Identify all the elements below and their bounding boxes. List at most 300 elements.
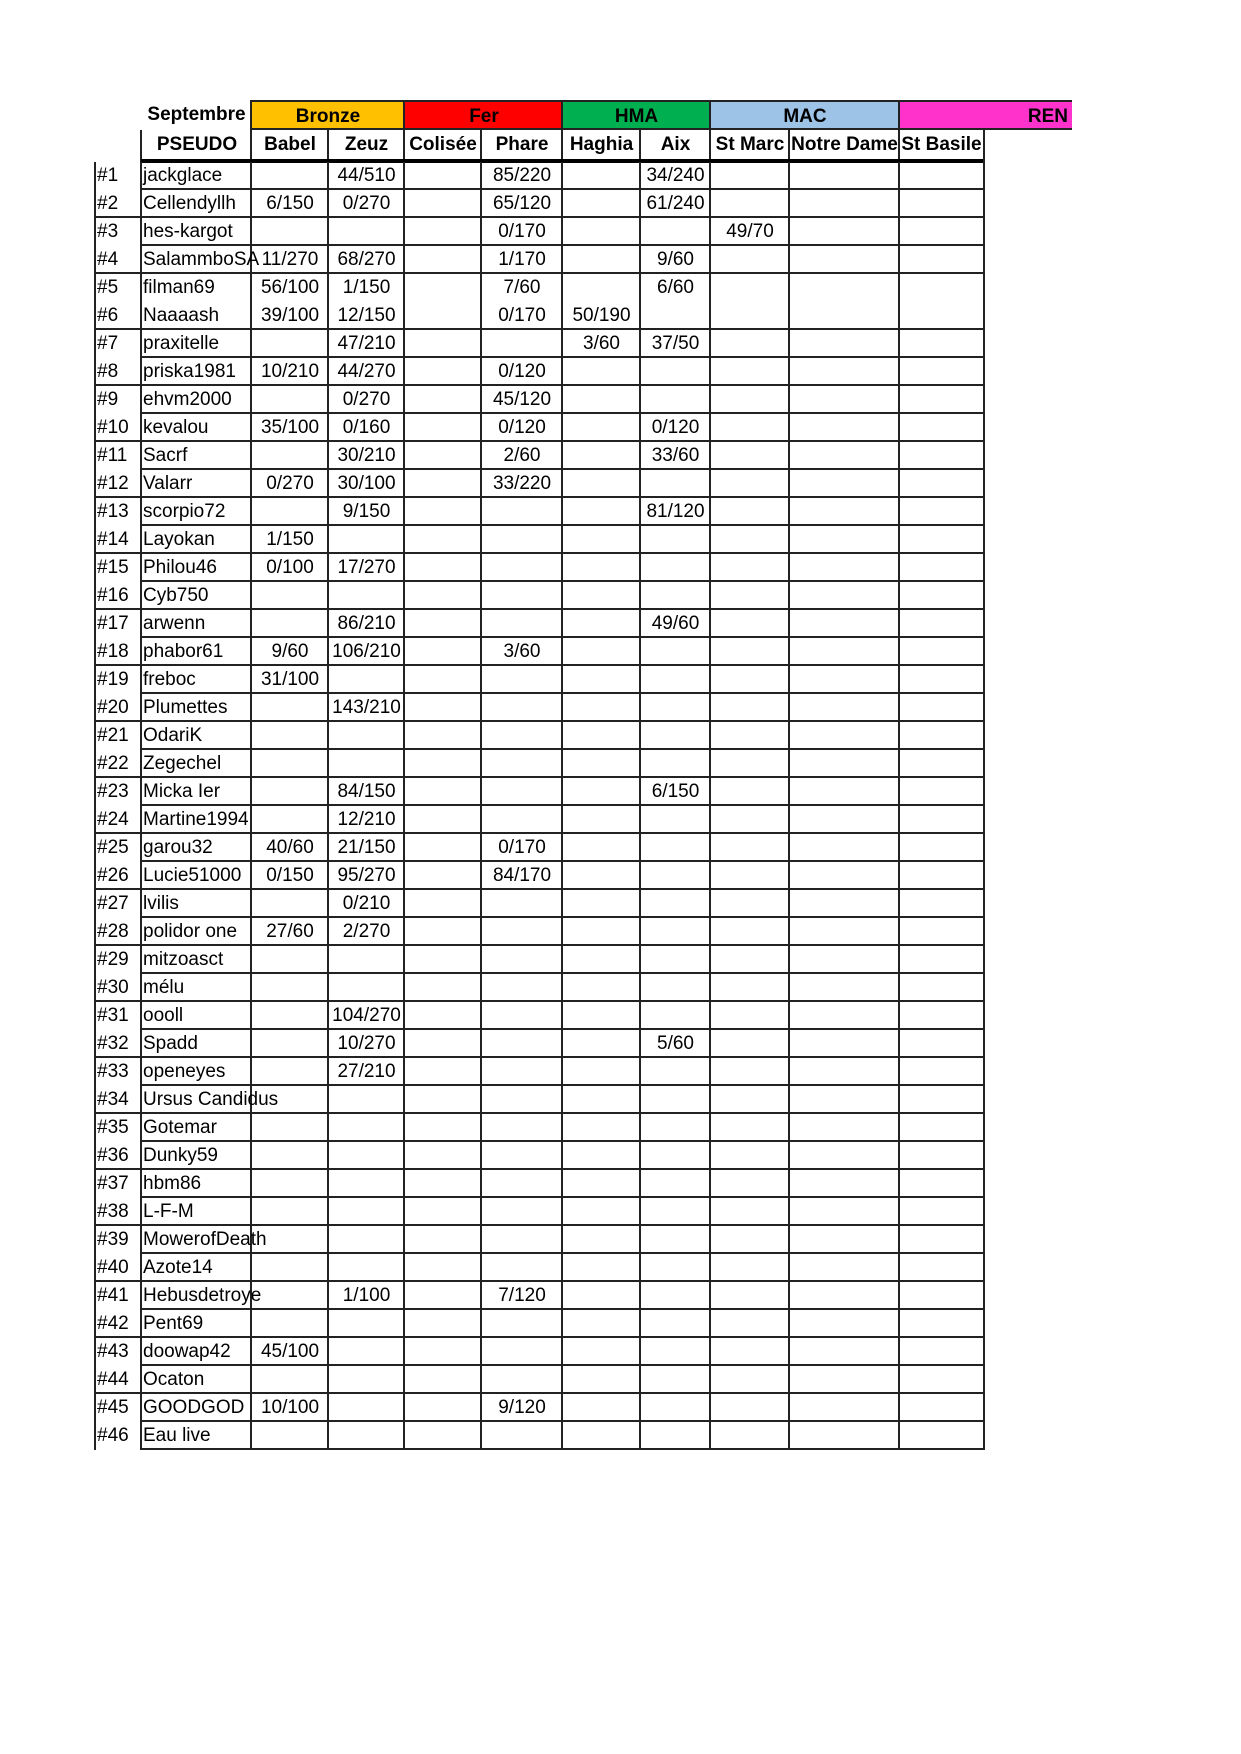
haghia-cell — [561, 946, 640, 974]
zeuz-cell: 12/210 — [327, 806, 404, 834]
notredame-cell — [788, 442, 899, 470]
haghia-cell — [561, 386, 640, 414]
zeuz-cell — [327, 218, 404, 246]
aix-cell — [639, 666, 710, 694]
babel-cell — [250, 974, 328, 1002]
haghia-cell: 3/60 — [561, 330, 640, 358]
colisee-cell — [403, 610, 481, 638]
haghia-cell — [561, 274, 640, 302]
notredame-cell — [788, 330, 899, 358]
phare-cell — [480, 1030, 562, 1058]
aix-cell — [639, 1142, 710, 1170]
pseudo-cell: hes-kargot — [140, 218, 252, 246]
aix-cell — [639, 890, 710, 918]
haghia-cell — [561, 750, 640, 778]
stmarc-cell — [709, 582, 789, 610]
stbasile-cell — [898, 1282, 985, 1310]
haghia-cell — [561, 1114, 640, 1142]
pseudo-cell: lvilis — [140, 890, 252, 918]
notredame-cell — [788, 162, 899, 190]
zeuz-cell: 86/210 — [327, 610, 404, 638]
babel-cell: 0/270 — [250, 470, 328, 498]
stmarc-cell — [709, 414, 789, 442]
zeuz-cell — [327, 1310, 404, 1338]
babel-cell: 35/100 — [250, 414, 328, 442]
babel-cell: 10/100 — [250, 1394, 328, 1422]
colisee-cell — [403, 246, 481, 274]
aix-cell — [639, 218, 710, 246]
notredame-cell — [788, 386, 899, 414]
stbasile-cell — [898, 638, 985, 666]
stbasile-cell — [898, 1366, 985, 1394]
stbasile-cell — [898, 946, 985, 974]
zeuz-cell: 21/150 — [327, 834, 404, 862]
rank-cell: #25 — [94, 834, 142, 862]
zeuz-cell — [327, 750, 404, 778]
phare-cell — [480, 1170, 562, 1198]
stbasile-cell — [898, 1226, 985, 1254]
pseudo-cell: Sacrf — [140, 442, 252, 470]
haghia-cell — [561, 778, 640, 806]
stbasile-cell — [898, 358, 985, 386]
babel-cell — [250, 890, 328, 918]
haghia-cell — [561, 526, 640, 554]
babel-cell: 31/100 — [250, 666, 328, 694]
stbasile-cell — [898, 1338, 985, 1366]
pseudo-cell: Pent69 — [140, 1310, 252, 1338]
phare-cell — [480, 778, 562, 806]
aix-cell — [639, 1058, 710, 1086]
babel-cell — [250, 946, 328, 974]
pseudo-cell: Spadd — [140, 1030, 252, 1058]
pseudo-cell: filman69 — [140, 274, 252, 302]
zeuz-cell: 0/270 — [327, 190, 404, 218]
aix-cell: 6/60 — [639, 274, 710, 302]
babel-cell: 56/100 — [250, 274, 328, 302]
colisee-cell — [403, 1086, 481, 1114]
colisee-cell — [403, 498, 481, 526]
notredame-cell — [788, 638, 899, 666]
colisee-cell — [403, 386, 481, 414]
stmarc-cell — [709, 1282, 789, 1310]
rank-cell: #18 — [94, 638, 142, 666]
stmarc-cell — [709, 890, 789, 918]
rank-cell: #38 — [94, 1198, 142, 1226]
haghia-cell — [561, 498, 640, 526]
aix-cell — [639, 750, 710, 778]
stbasile-cell — [898, 1170, 985, 1198]
rank-cell: #12 — [94, 470, 142, 498]
aix-cell — [639, 582, 710, 610]
colisee-cell — [403, 1254, 481, 1282]
stmarc-cell — [709, 190, 789, 218]
haghia-cell — [561, 1142, 640, 1170]
stmarc-cell — [709, 1226, 789, 1254]
rank-cell: #33 — [94, 1058, 142, 1086]
aix-cell — [639, 806, 710, 834]
stmarc-cell — [709, 442, 789, 470]
phare-cell — [480, 890, 562, 918]
haghia-cell — [561, 1394, 640, 1422]
colisee-cell — [403, 1030, 481, 1058]
stmarc-cell — [709, 806, 789, 834]
babel-cell: 1/150 — [250, 526, 328, 554]
aix-cell — [639, 526, 710, 554]
stmarc-cell — [709, 694, 789, 722]
stmarc-cell — [709, 554, 789, 582]
phare-cell: 85/220 — [480, 162, 562, 190]
pseudo-cell: L-F-M — [140, 1198, 252, 1226]
pseudo-cell: MowerofDeath — [140, 1226, 252, 1254]
notredame-cell — [788, 974, 899, 1002]
notredame-cell — [788, 1002, 899, 1030]
notredame-cell — [788, 582, 899, 610]
notredame-cell — [788, 1394, 899, 1422]
babel-cell — [250, 1058, 328, 1086]
pseudo-cell: Martine1994 — [140, 806, 252, 834]
babel-cell — [250, 1366, 328, 1394]
colisee-cell — [403, 890, 481, 918]
stmarc-cell — [709, 666, 789, 694]
notredame-cell — [788, 470, 899, 498]
babel-cell — [250, 1170, 328, 1198]
haghia-cell — [561, 1338, 640, 1366]
phare-cell: 84/170 — [480, 862, 562, 890]
babel-cell — [250, 218, 328, 246]
stbasile-cell — [898, 302, 985, 330]
pseudo-cell: mélu — [140, 974, 252, 1002]
pseudo-cell: GOODGOD — [140, 1394, 252, 1422]
pseudo-cell: Ocaton — [140, 1366, 252, 1394]
haghia-cell — [561, 1422, 640, 1450]
stbasile-cell — [898, 1254, 985, 1282]
aix-cell — [639, 1086, 710, 1114]
stbasile-cell — [898, 918, 985, 946]
stbasile-cell — [898, 414, 985, 442]
notredame-cell — [788, 1058, 899, 1086]
aix-cell — [639, 1170, 710, 1198]
pseudo-cell: Eau live — [140, 1422, 252, 1450]
stmarc-cell — [709, 162, 789, 190]
haghia-cell — [561, 1198, 640, 1226]
aix-cell: 6/150 — [639, 778, 710, 806]
haghia-cell — [561, 162, 640, 190]
babel-cell — [250, 162, 328, 190]
stmarc-cell — [709, 1338, 789, 1366]
babel-cell: 0/100 — [250, 554, 328, 582]
zeuz-cell: 44/510 — [327, 162, 404, 190]
phare-cell — [480, 1002, 562, 1030]
pseudo-cell: Zegechel — [140, 750, 252, 778]
colisee-cell — [403, 1394, 481, 1422]
babel-cell — [250, 1114, 328, 1142]
haghia-cell — [561, 1282, 640, 1310]
notredame-cell — [788, 302, 899, 330]
phare-cell — [480, 1338, 562, 1366]
phare-cell: 2/60 — [480, 442, 562, 470]
phare-cell — [480, 946, 562, 974]
zeuz-cell — [327, 1422, 404, 1450]
column-header-st-basile: St Basile — [898, 130, 985, 162]
phare-cell: 9/120 — [480, 1394, 562, 1422]
rank-cell: #22 — [94, 750, 142, 778]
zeuz-cell: 84/150 — [327, 778, 404, 806]
pseudo-cell: doowap42 — [140, 1338, 252, 1366]
stmarc-cell — [709, 638, 789, 666]
aix-cell — [639, 1254, 710, 1282]
notredame-cell — [788, 1366, 899, 1394]
pseudo-cell: praxitelle — [140, 330, 252, 358]
phare-cell — [480, 526, 562, 554]
notredame-cell — [788, 1254, 899, 1282]
aix-cell — [639, 1366, 710, 1394]
group-header-bronze: Bronze — [250, 100, 404, 130]
aix-cell — [639, 358, 710, 386]
haghia-cell — [561, 694, 640, 722]
colisee-cell — [403, 862, 481, 890]
pseudo-cell: openeyes — [140, 1058, 252, 1086]
pseudo-cell: Philou46 — [140, 554, 252, 582]
babel-cell — [250, 1254, 328, 1282]
stbasile-cell — [898, 862, 985, 890]
pseudo-cell: Cellendyllh — [140, 190, 252, 218]
zeuz-cell: 143/210 — [327, 694, 404, 722]
colisee-cell — [403, 442, 481, 470]
haghia-cell — [561, 918, 640, 946]
zeuz-cell — [327, 1114, 404, 1142]
babel-cell: 39/100 — [250, 302, 328, 330]
zeuz-cell — [327, 1086, 404, 1114]
notredame-cell — [788, 918, 899, 946]
haghia-cell — [561, 1310, 640, 1338]
colisee-cell — [403, 218, 481, 246]
stmarc-cell — [709, 1198, 789, 1226]
column-header-aix: Aix — [639, 130, 710, 162]
haghia-cell — [561, 722, 640, 750]
haghia-cell — [561, 190, 640, 218]
rank-cell: #10 — [94, 414, 142, 442]
stbasile-cell — [898, 582, 985, 610]
colisee-cell — [403, 582, 481, 610]
rank-cell: #35 — [94, 1114, 142, 1142]
notredame-cell — [788, 1282, 899, 1310]
column-header-phare: Phare — [480, 130, 562, 162]
stmarc-cell — [709, 1394, 789, 1422]
pseudo-cell: priska1981 — [140, 358, 252, 386]
rank-cell: #29 — [94, 946, 142, 974]
rank-cell: #39 — [94, 1226, 142, 1254]
stbasile-cell — [898, 1310, 985, 1338]
pseudo-cell: Lucie51000 — [140, 862, 252, 890]
colisee-cell — [403, 470, 481, 498]
pseudo-cell: Azote14 — [140, 1254, 252, 1282]
notredame-cell — [788, 666, 899, 694]
rank-cell: #4 — [94, 246, 142, 274]
phare-cell: 0/170 — [480, 834, 562, 862]
stmarc-cell — [709, 274, 789, 302]
stmarc-cell — [709, 1086, 789, 1114]
phare-cell: 0/120 — [480, 414, 562, 442]
phare-cell — [480, 1142, 562, 1170]
haghia-cell — [561, 610, 640, 638]
rank-cell: #13 — [94, 498, 142, 526]
colisee-cell — [403, 190, 481, 218]
group-header-ren: REN — [898, 100, 1072, 130]
colisee-cell — [403, 722, 481, 750]
stbasile-cell — [898, 778, 985, 806]
phare-cell — [480, 610, 562, 638]
pseudo-cell: garou32 — [140, 834, 252, 862]
phare-cell — [480, 1254, 562, 1282]
babel-cell — [250, 806, 328, 834]
stmarc-cell — [709, 358, 789, 386]
haghia-cell — [561, 806, 640, 834]
notredame-cell — [788, 218, 899, 246]
colisee-cell — [403, 1310, 481, 1338]
colisee-cell — [403, 1002, 481, 1030]
notredame-cell — [788, 1114, 899, 1142]
pseudo-cell: Layokan — [140, 526, 252, 554]
stbasile-cell — [898, 554, 985, 582]
aix-cell: 81/120 — [639, 498, 710, 526]
pseudo-cell: hbm86 — [140, 1170, 252, 1198]
colisee-cell — [403, 750, 481, 778]
notredame-cell — [788, 274, 899, 302]
phare-cell — [480, 974, 562, 1002]
phare-cell — [480, 666, 562, 694]
colisee-cell — [403, 554, 481, 582]
colisee-cell — [403, 1170, 481, 1198]
stbasile-cell — [898, 1422, 985, 1450]
aix-cell — [639, 974, 710, 1002]
rank-cell: #21 — [94, 722, 142, 750]
phare-cell: 33/220 — [480, 470, 562, 498]
babel-cell: 0/150 — [250, 862, 328, 890]
babel-cell: 45/100 — [250, 1338, 328, 1366]
aix-cell — [639, 1338, 710, 1366]
rank-cell: #36 — [94, 1142, 142, 1170]
colisee-cell — [403, 1226, 481, 1254]
rank-cell: #7 — [94, 330, 142, 358]
rank-cell: #28 — [94, 918, 142, 946]
stbasile-cell — [898, 330, 985, 358]
aix-cell — [639, 694, 710, 722]
aix-cell: 49/60 — [639, 610, 710, 638]
rank-cell: #11 — [94, 442, 142, 470]
stbasile-cell — [898, 1086, 985, 1114]
colisee-cell — [403, 974, 481, 1002]
stmarc-cell — [709, 722, 789, 750]
pseudo-cell: polidor one — [140, 918, 252, 946]
aix-cell — [639, 1422, 710, 1450]
notredame-cell — [788, 190, 899, 218]
babel-cell — [250, 1282, 328, 1310]
phare-cell — [480, 918, 562, 946]
stbasile-cell — [898, 190, 985, 218]
pseudo-cell: oooll — [140, 1002, 252, 1030]
zeuz-cell: 17/270 — [327, 554, 404, 582]
phare-cell — [480, 1198, 562, 1226]
phare-cell — [480, 750, 562, 778]
babel-cell — [250, 778, 328, 806]
aix-cell: 61/240 — [639, 190, 710, 218]
stbasile-cell — [898, 274, 985, 302]
rank-cell: #9 — [94, 386, 142, 414]
stmarc-cell — [709, 526, 789, 554]
rank-cell: #17 — [94, 610, 142, 638]
notredame-cell — [788, 246, 899, 274]
babel-cell: 9/60 — [250, 638, 328, 666]
stmarc-cell — [709, 862, 789, 890]
phare-cell: 0/120 — [480, 358, 562, 386]
stbasile-cell — [898, 974, 985, 1002]
babel-cell: 40/60 — [250, 834, 328, 862]
haghia-cell — [561, 218, 640, 246]
zeuz-cell: 104/270 — [327, 1002, 404, 1030]
stbasile-cell — [898, 1198, 985, 1226]
zeuz-cell: 10/270 — [327, 1030, 404, 1058]
rank-cell: #15 — [94, 554, 142, 582]
phare-cell — [480, 1226, 562, 1254]
haghia-cell — [561, 1030, 640, 1058]
rank-cell: #1 — [94, 162, 142, 190]
babel-cell — [250, 610, 328, 638]
haghia-cell — [561, 246, 640, 274]
haghia-cell — [561, 974, 640, 1002]
stmarc-cell — [709, 1310, 789, 1338]
rank-cell: #5 — [94, 274, 142, 302]
group-header-mac: MAC — [709, 100, 899, 130]
pseudo-cell: Micka Ier — [140, 778, 252, 806]
babel-cell — [250, 386, 328, 414]
aix-cell: 5/60 — [639, 1030, 710, 1058]
haghia-cell — [561, 1086, 640, 1114]
notredame-cell — [788, 498, 899, 526]
stbasile-cell — [898, 1030, 985, 1058]
stbasile-cell — [898, 246, 985, 274]
notredame-cell — [788, 806, 899, 834]
rank-cell: #37 — [94, 1170, 142, 1198]
haghia-cell — [561, 1002, 640, 1030]
notredame-cell — [788, 414, 899, 442]
babel-cell — [250, 330, 328, 358]
stmarc-cell — [709, 330, 789, 358]
notredame-cell — [788, 862, 899, 890]
phare-cell — [480, 694, 562, 722]
phare-cell — [480, 722, 562, 750]
pseudo-cell: arwenn — [140, 610, 252, 638]
column-header-zeuz: Zeuz — [327, 130, 404, 162]
rank-cell: #19 — [94, 666, 142, 694]
pseudo-cell: freboc — [140, 666, 252, 694]
notredame-cell — [788, 1338, 899, 1366]
colisee-cell — [403, 946, 481, 974]
pseudo-cell: Cyb750 — [140, 582, 252, 610]
stmarc-cell — [709, 246, 789, 274]
rank-cell: #8 — [94, 358, 142, 386]
rank-cell: #46 — [94, 1422, 142, 1450]
zeuz-cell — [327, 722, 404, 750]
stmarc-cell — [709, 1114, 789, 1142]
stbasile-cell — [898, 526, 985, 554]
stbasile-cell — [898, 666, 985, 694]
haghia-cell — [561, 414, 640, 442]
phare-cell: 7/120 — [480, 1282, 562, 1310]
phare-cell: 0/170 — [480, 218, 562, 246]
stbasile-cell — [898, 890, 985, 918]
notredame-cell — [788, 778, 899, 806]
zeuz-cell: 30/100 — [327, 470, 404, 498]
